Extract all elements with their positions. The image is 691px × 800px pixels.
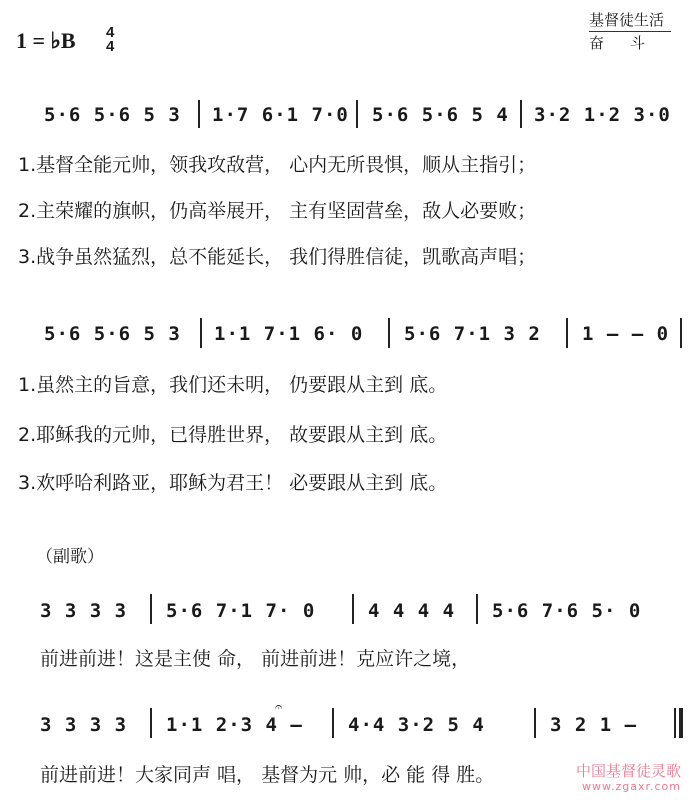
lyric-line: 2.主荣耀的旗帜，仍高举展开， 主有坚固营垒，敌人必要败； <box>18 200 537 222</box>
barline <box>150 708 152 738</box>
notes-measure: 3 2 1 – <box>550 714 638 736</box>
lyric-line: 2.耶稣我的元帅，已得胜世界， 故要跟从主到 底。 <box>18 424 448 446</box>
notes-measure: 5·6 5·6 5 3 <box>44 323 181 345</box>
notes-measure: 1·1 7·1 6· 0 <box>214 323 364 345</box>
chorus-lyric: 前进前进！这是主使 命， 前进前进！克应许之境， <box>40 648 471 670</box>
barline <box>520 100 522 128</box>
time-sig-bottom: 4 <box>106 38 115 55</box>
notes-measure: 4·4 3·2 5 4 <box>348 714 485 736</box>
barline <box>566 318 568 348</box>
barline <box>200 318 202 348</box>
notes-measure: 1·1 2·3 4 – <box>166 714 303 736</box>
time-signature <box>106 26 114 54</box>
barline <box>534 708 536 738</box>
lyric-line: 1.基督全能元帅，领我攻敌营， 心内无所畏惧，顺从主指引； <box>18 154 537 176</box>
barline <box>680 318 682 348</box>
source-title: 基督徒生活 <box>588 11 664 29</box>
barline <box>150 594 152 624</box>
notes-measure: 5·6 7·1 7· 0 <box>166 600 316 622</box>
notes-measure: 5·6 5·6 5 3 <box>44 104 181 126</box>
notes-measure: 3·2 1·2 3·0 <box>534 104 671 126</box>
lyric-line: 1.虽然主的旨意，我们还未明， 仍要跟从主到 底。 <box>18 374 448 396</box>
notes-measure: 3 3 3 3 <box>40 714 128 736</box>
barline <box>332 708 334 738</box>
key-signature: 1 = ♭B <box>16 28 76 53</box>
barline <box>674 708 676 738</box>
composer-name: 奋斗 <box>588 34 671 52</box>
song-source <box>589 10 671 53</box>
notes-measure: 1·7 6·1 7·0 <box>212 104 349 126</box>
notes-measure: 5·6 7·1 3 2 <box>404 323 541 345</box>
watermark-line1: 中国基督徒灵歌 <box>575 762 681 780</box>
barline <box>388 318 390 348</box>
chorus-label: （副歌） <box>36 547 104 567</box>
notes-measure: 4 4 4 4 <box>368 600 456 622</box>
watermark-url: www.zgaxr.com <box>582 780 681 793</box>
barline <box>352 594 354 624</box>
lyric-line: 3.欢呼哈利路亚，耶稣为君王！ 必要跟从主到 底。 <box>18 472 448 494</box>
notes-measure: 5·6 7·6 5· 0 <box>492 600 642 622</box>
notes-measure: 3 3 3 3 <box>40 600 128 622</box>
fermata-icon: 𝄐 <box>275 700 283 715</box>
barline <box>476 594 478 624</box>
lyric-line: 3.战争虽然猛烈，总不能延长， 我们得胜信徒，凯歌高声唱； <box>18 246 537 268</box>
final-barline <box>679 708 683 738</box>
notes-measure: 5·6 5·6 5 4 <box>372 104 509 126</box>
barline <box>198 100 200 128</box>
chorus-lyric: 前进前进！大家同声 唱， 基督为元 帅，必 能 得 胜。 <box>40 764 495 786</box>
time-sig-top: 4 <box>106 24 115 41</box>
watermark <box>576 763 681 795</box>
source-divider <box>589 31 671 32</box>
notes-measure: 1 – – 0 <box>582 323 670 345</box>
barline <box>356 100 358 128</box>
